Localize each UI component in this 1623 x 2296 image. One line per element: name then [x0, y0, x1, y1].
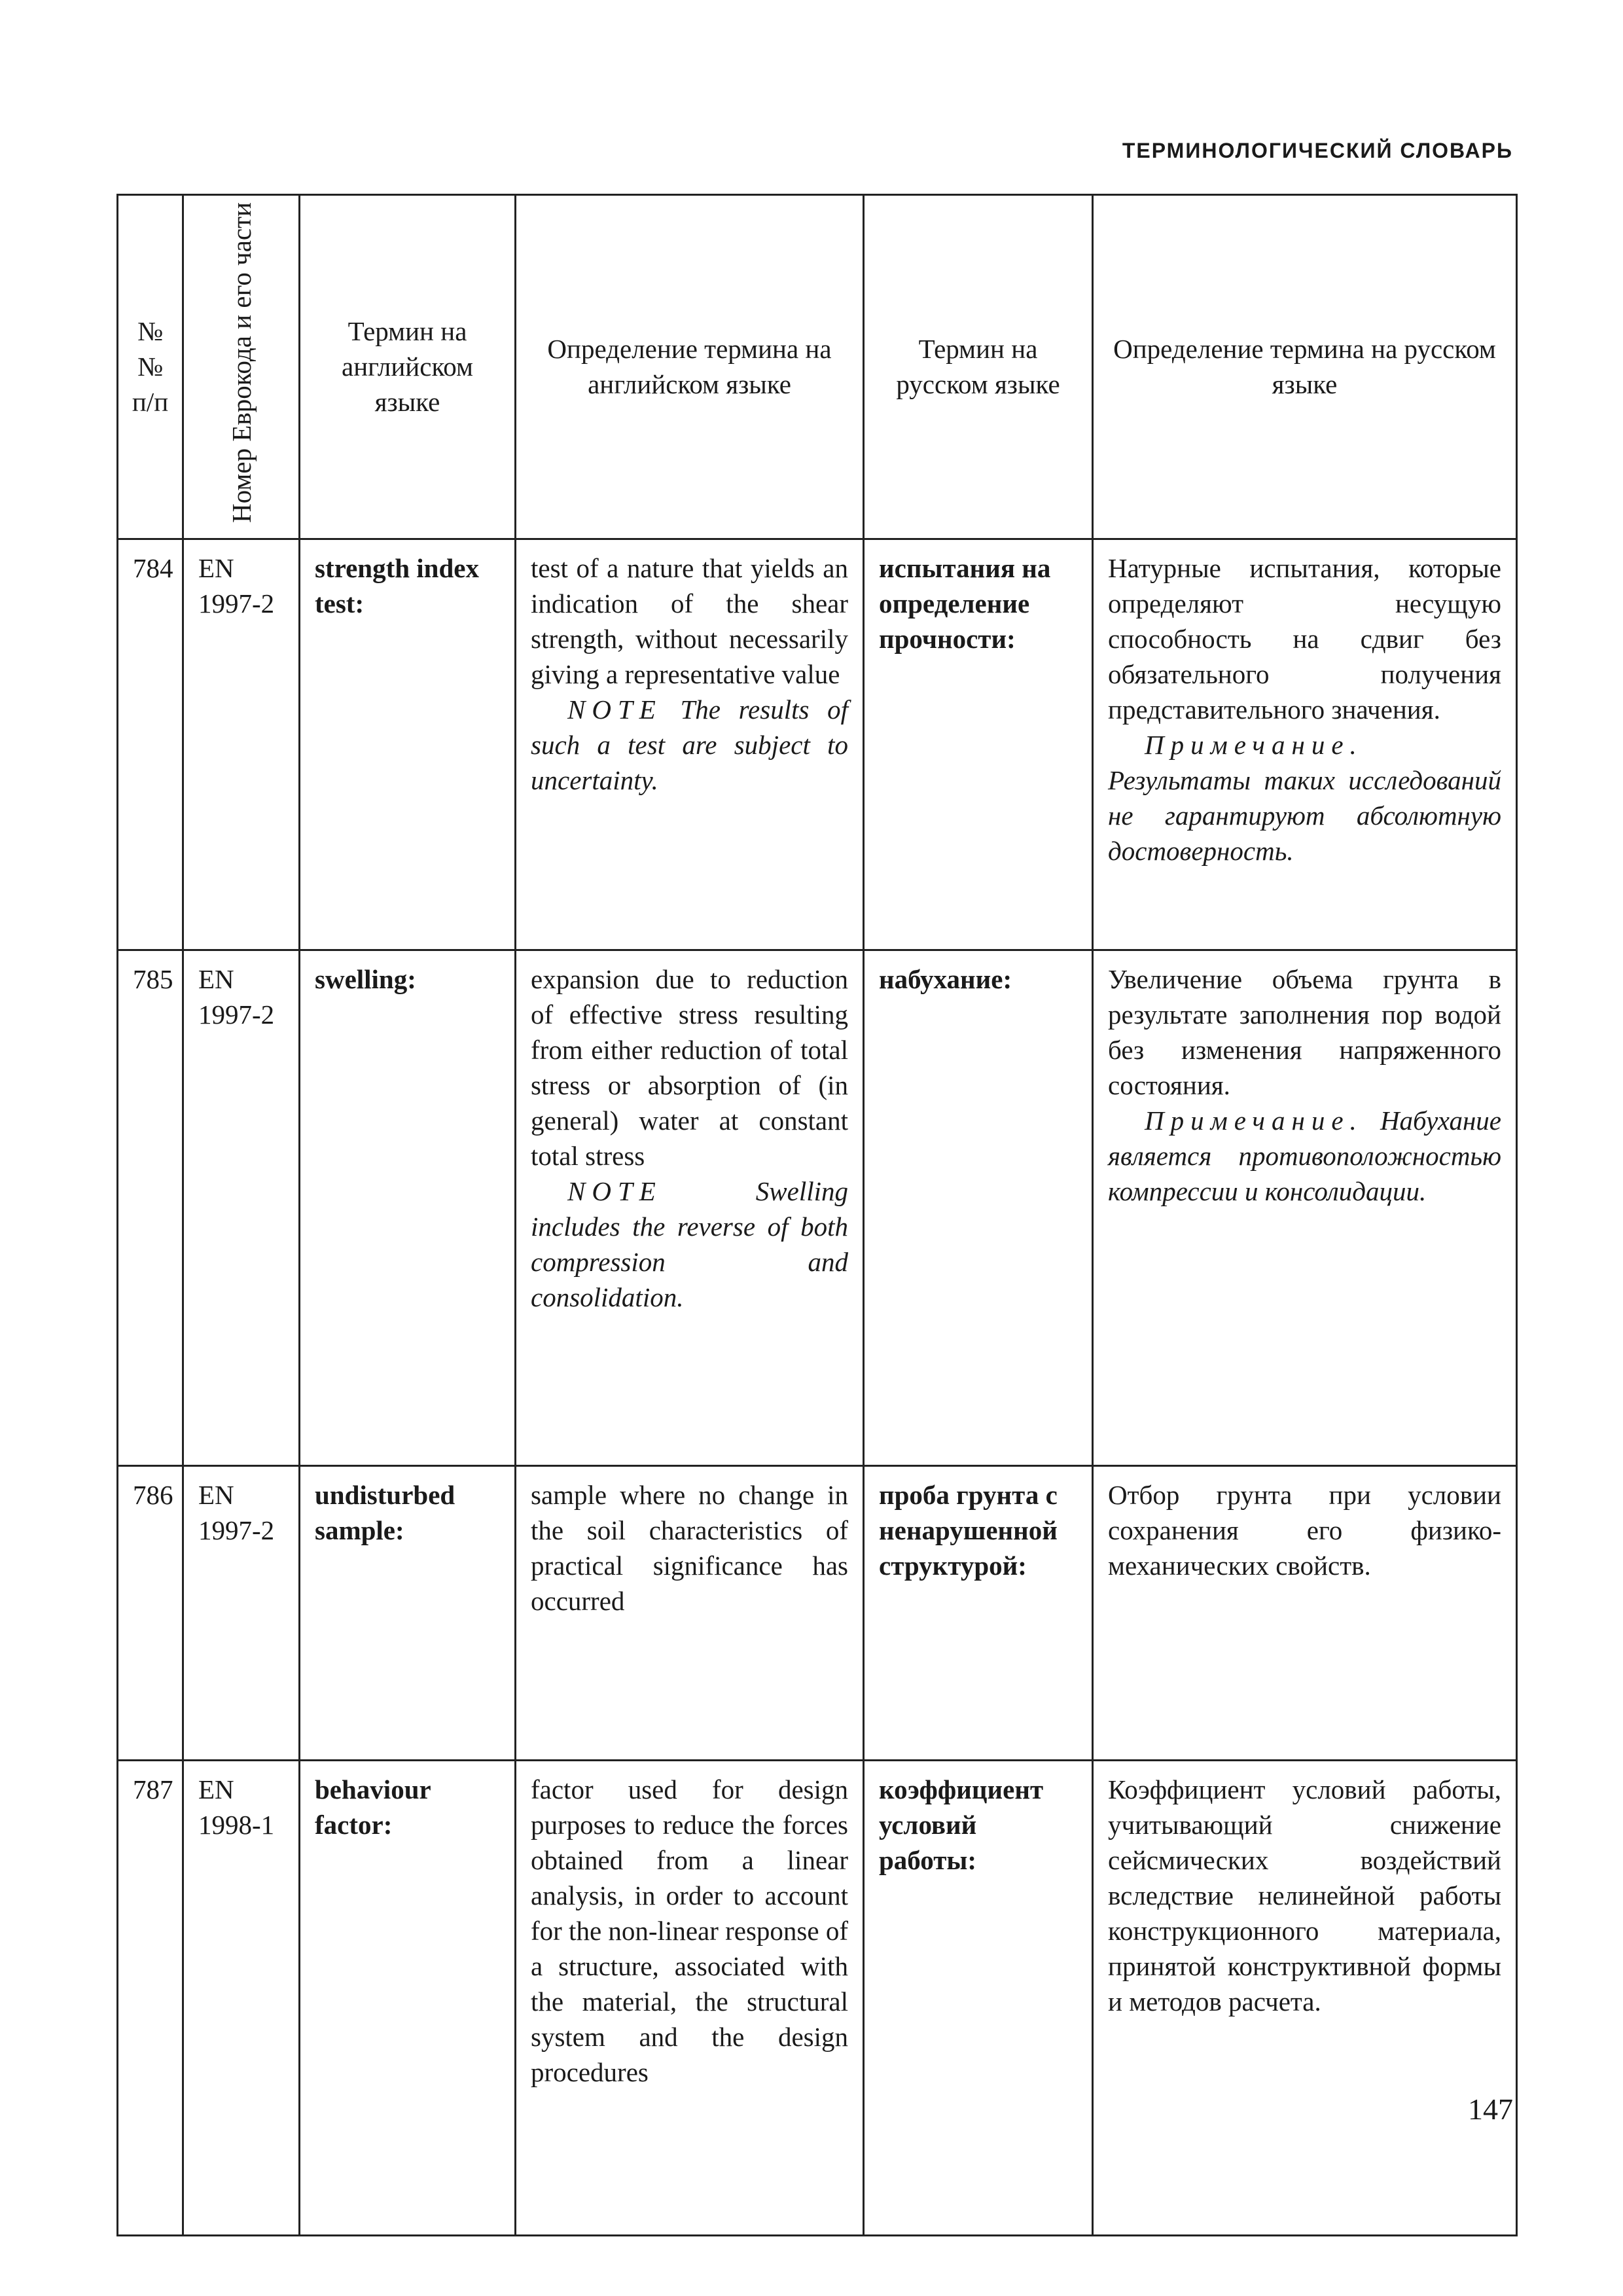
- table-row: [118, 950, 1517, 1465]
- header-term-ru: Термин на русском языке: [864, 195, 1093, 539]
- page-number: 147: [1468, 2092, 1513, 2126]
- row-number: 787: [118, 1760, 183, 2235]
- row-number: 785: [118, 950, 183, 1465]
- header-num: №№ п/п: [118, 195, 183, 539]
- definition-ru-text: Увеличение объема грунта в результате заполнения пор водой без изменения напряженного состояния.: [1108, 963, 1501, 1100]
- definition-en: factor used for design purposes to reduce the forces obtained from a linear analysis, in order to account for the non-linear response of a structure, associated with the material, the structural system and the design procedures: [516, 1760, 864, 2235]
- table-header-row: [118, 195, 1517, 539]
- definition-ru: [1093, 539, 1517, 950]
- header-def-ru: Определение термина на русском языке: [1093, 195, 1517, 539]
- term-en: undisturbed sample:: [300, 1465, 516, 1760]
- term-ru: проба грунта с ненарушенной структурой:: [864, 1465, 1093, 1760]
- table-row: [118, 539, 1517, 950]
- definition-en-text: expansion due to reduction of effective stress resulting from either reduction of total stress or absorption of (in general) water at constant total stress: [531, 963, 848, 1171]
- term-ru: испытания на определение прочности:: [864, 539, 1093, 950]
- note-en: NOTE The results of such a test are subject to uncertainty.: [531, 694, 848, 795]
- definition-ru: [1093, 950, 1517, 1465]
- table-row: [118, 1465, 1517, 1760]
- definition-en-text: test of a nature that yields an indication of the shear strength, without necessarily giving a representative value: [531, 552, 848, 689]
- eurocode-ref: EN 1998-1: [183, 1760, 300, 2235]
- eurocode-ref: EN 1997-2: [183, 950, 300, 1465]
- term-ru: набухание:: [864, 950, 1093, 1465]
- row-number: 784: [118, 539, 183, 950]
- eurocode-ref: EN 1997-2: [183, 539, 300, 950]
- row-number: 786: [118, 1465, 183, 1760]
- glossary-table: [116, 194, 1518, 2236]
- definition-ru: Отбор грунта при условии сохранения его физико-механических свойств.: [1093, 1465, 1517, 1760]
- definition-en: sample where no change in the soil characteristics of practical significance has occurred: [516, 1465, 864, 1760]
- term-en: swelling:: [300, 950, 516, 1465]
- definition-ru-text: Натурные испытания, которые определяют несущую способность на сдвиг без обязательного получения представительного значения.: [1108, 552, 1501, 725]
- header-term-en: Термин на английском языке: [300, 195, 516, 539]
- definition-ru: Коэффициент условий работы, учитывающий снижение сейсмических воздействий вследствие нелинейной работы конструкционного материала, принятой конструктивной формы и методов расчета.: [1093, 1760, 1517, 2235]
- note-ru: Примечание. Результаты таких исследований не гарантируют абсолютную достоверность.: [1108, 729, 1501, 866]
- definition-en: [516, 950, 864, 1465]
- note-ru: Примечание. Набухание является противоположностью компрессии и консолидации.: [1108, 1105, 1501, 1206]
- term-en: strength index test:: [300, 539, 516, 950]
- term-ru: коэффициент условий работы:: [864, 1760, 1093, 2235]
- note-en: NOTE Swelling includes the reverse of both compression and consolidation.: [531, 1175, 848, 1312]
- table-row: [118, 1760, 1517, 2235]
- header-def-en: Определение термина на английском языке: [516, 195, 864, 539]
- term-en: behaviour factor:: [300, 1760, 516, 2235]
- header-eurocode: Номер Еврокода и его части: [183, 195, 300, 539]
- definition-en: [516, 539, 864, 950]
- running-title: ТЕРМИНОЛОГИЧЕСКИЙ СЛОВАРЬ: [1122, 139, 1513, 162]
- eurocode-ref: EN 1997-2: [183, 1465, 300, 1760]
